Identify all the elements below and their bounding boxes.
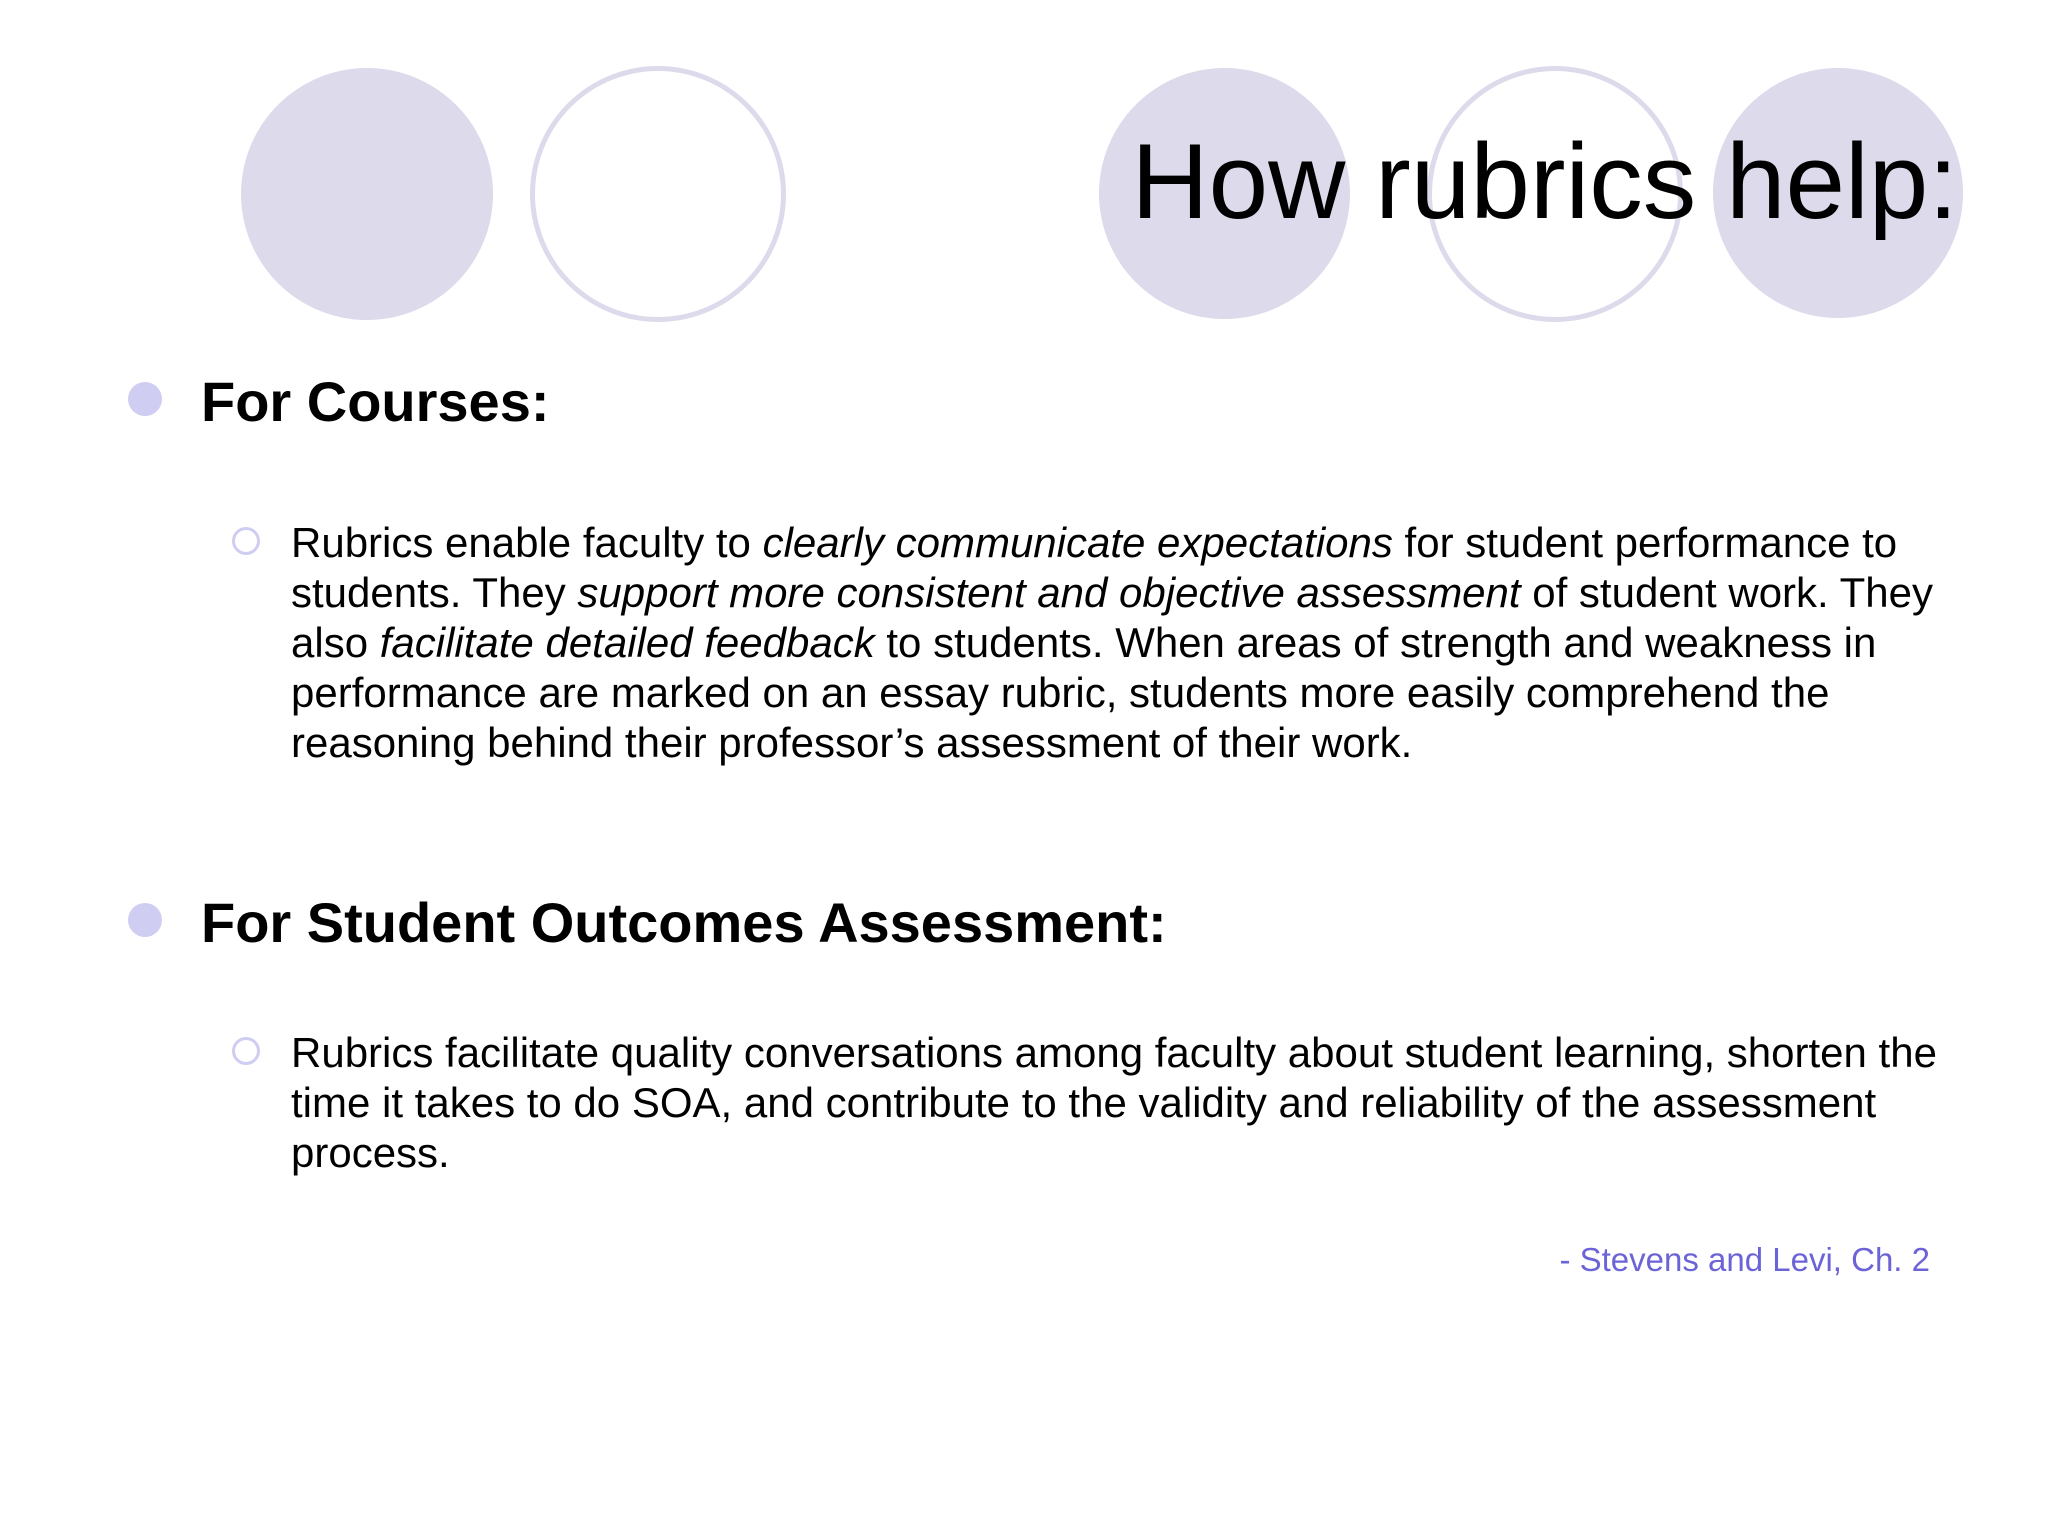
section-heading-courses: For Courses: — [201, 370, 550, 433]
paragraph-emphasis: support more consistent and objective assessment — [577, 569, 1521, 616]
sub-bullet-icon — [232, 527, 260, 555]
section-paragraph-courses — [291, 518, 1951, 768]
paragraph-text: Rubrics facilitate quality conversations among faculty about student learning, shorten the time it takes to do SOA, and contribute to the validity and reliability of the assessment process. — [291, 1029, 1937, 1176]
paragraph-emphasis: clearly communicate expectations — [762, 519, 1393, 566]
bullet-icon — [128, 382, 162, 416]
bullet-icon — [128, 903, 162, 937]
section-heading-soa: For Student Outcomes Assessment: — [201, 891, 1167, 954]
paragraph-emphasis: facilitate detailed feedback — [379, 619, 875, 666]
section-paragraph-soa — [291, 1028, 1951, 1178]
paragraph-text: to students. When areas of strength and weakness in performance are marked on an essay rubric, students more easily comprehend the reasoning behind their professor’s assessment of their work. — [291, 619, 1877, 766]
decorative-circle-outline — [530, 66, 786, 322]
paragraph-text: Rubrics enable faculty to — [291, 519, 763, 566]
citation: - Stevens and Levi, Ch. 2 — [1559, 1241, 1930, 1278]
sub-bullet-icon — [232, 1037, 260, 1065]
paragraph-text: of student work. They also — [291, 569, 1933, 666]
slide-title: How rubrics help: — [1131, 121, 1958, 241]
paragraph-text: for student performance to students. They — [291, 519, 1898, 616]
decorative-circle-filled — [241, 68, 493, 320]
